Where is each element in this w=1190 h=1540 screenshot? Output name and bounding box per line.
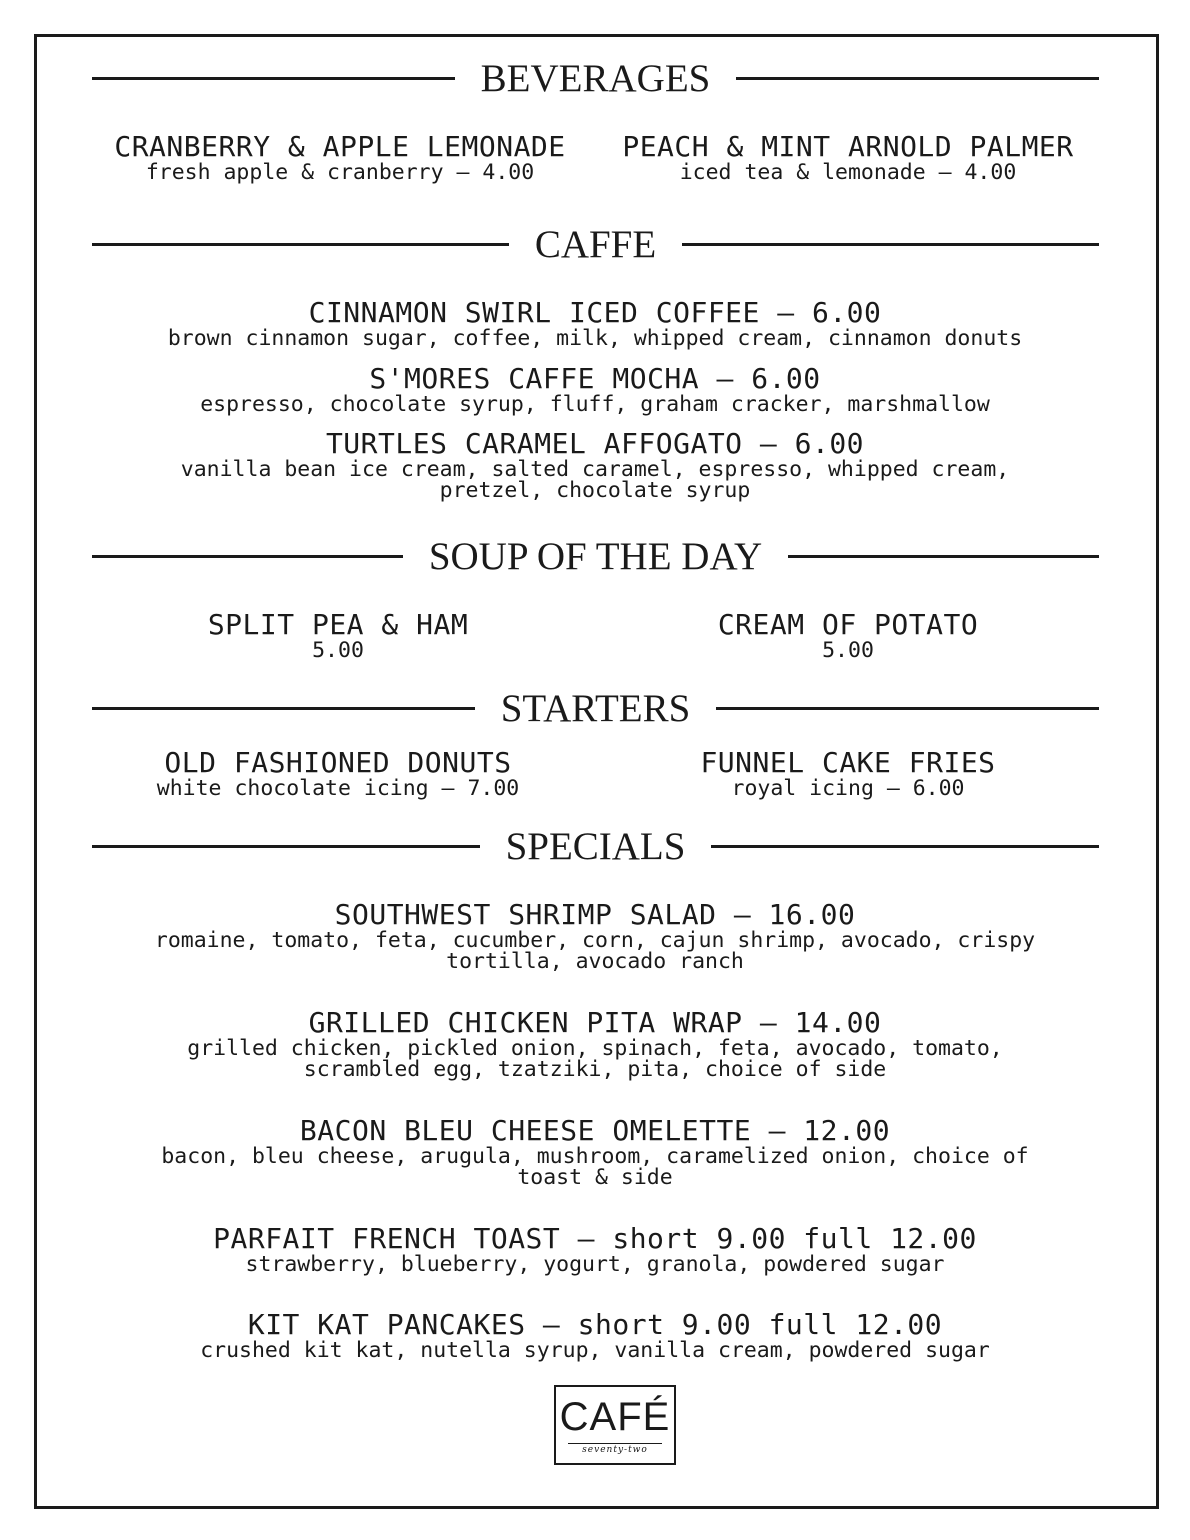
item-description: 5.00	[822, 638, 874, 663]
item-name: GRILLED CHICKEN PITA WRAP – 14.00	[308, 1006, 882, 1039]
menu-item	[80, 132, 600, 183]
item-description: toast & side	[517, 1165, 673, 1190]
divider-line	[92, 77, 455, 80]
divider-line	[711, 845, 1099, 848]
divider-line	[682, 243, 1099, 246]
item-description: royal icing – 6.00	[731, 776, 965, 801]
menu-item	[648, 610, 1048, 661]
menu-item	[118, 748, 558, 799]
menu-item	[138, 610, 538, 661]
item-name: KIT KAT PANCAKES – short 9.00 full 12.00	[247, 1308, 943, 1341]
item-description: scrambled egg, tzatziki, pita, choice of side	[303, 1057, 887, 1082]
item-name: CREAM OF POTATO	[717, 608, 979, 641]
item-description: romaine, tomato, feta, cucumber, corn, cajun shrimp, avocado, crispy	[154, 928, 1036, 953]
section-header-soup	[92, 532, 1099, 580]
section-title: SPECIALS	[505, 824, 686, 868]
divider-line	[736, 77, 1099, 80]
divider-line	[92, 707, 475, 710]
menu-item	[60, 900, 1130, 972]
menu-item	[60, 1116, 1130, 1188]
logo-title: CAFÉ	[559, 1395, 671, 1439]
menu-item	[60, 298, 1130, 349]
menu-item	[648, 748, 1048, 799]
section-header-specials	[92, 822, 1099, 870]
logo-divider	[568, 1443, 662, 1444]
divider-line	[716, 707, 1099, 710]
divider-line	[788, 555, 1099, 558]
item-description: strawberry, blueberry, yogurt, granola, powdered sugar	[245, 1252, 945, 1277]
divider-line	[92, 845, 480, 848]
item-name: S'MORES CAFFE MOCHA – 6.00	[369, 362, 821, 395]
logo-subtitle: seventy-two	[582, 1445, 648, 1455]
menu-item	[598, 132, 1098, 183]
item-description: grilled chicken, pickled onion, spinach, feta, avocado, tomato,	[187, 1036, 1003, 1061]
section-header-caffe	[92, 220, 1099, 268]
item-description: vanilla bean ice cream, salted caramel, espresso, whipped cream,	[180, 457, 1010, 482]
section-title: STARTERS	[500, 686, 691, 730]
item-description: 5.00	[312, 638, 364, 663]
item-name: SPLIT PEA & HAM	[207, 608, 469, 641]
item-description: iced tea & lemonade – 4.00	[679, 160, 1017, 185]
cafe-logo	[554, 1385, 676, 1465]
item-description: tortilla, avocado ranch	[446, 949, 744, 974]
item-description: fresh apple & cranberry – 4.00	[145, 160, 535, 185]
item-name: FUNNEL CAKE FRIES	[700, 746, 996, 779]
section-header-beverages	[92, 54, 1099, 102]
item-name: CRANBERRY & APPLE LEMONADE	[114, 130, 566, 163]
item-description: espresso, chocolate syrup, fluff, graham cracker, marshmallow	[200, 392, 990, 417]
menu-item	[60, 1008, 1130, 1080]
item-description: crushed kit kat, nutella syrup, vanilla cream, powdered sugar	[200, 1338, 990, 1363]
item-name: CINNAMON SWIRL ICED COFFEE – 6.00	[308, 296, 882, 329]
item-name: SOUTHWEST SHRIMP SALAD – 16.00	[334, 898, 856, 931]
menu-item	[60, 1224, 1130, 1275]
item-name: TURTLES CARAMEL AFFOGATO – 6.00	[325, 427, 865, 460]
item-name: BACON BLEU CHEESE OMELETTE – 12.00	[299, 1114, 891, 1147]
section-header-starters	[92, 684, 1099, 732]
item-description: white chocolate icing – 7.00	[156, 776, 520, 801]
menu-item	[60, 1310, 1130, 1361]
divider-line	[92, 555, 403, 558]
section-title: CAFFE	[534, 222, 657, 266]
item-description: bacon, bleu cheese, arugula, mushroom, caramelized onion, choice of	[161, 1144, 1029, 1169]
divider-line	[92, 243, 509, 246]
item-description: pretzel, chocolate syrup	[439, 478, 751, 503]
section-title: SOUP OF THE DAY	[428, 534, 763, 578]
item-name: PARFAIT FRENCH TOAST – short 9.00 full 12.00	[213, 1222, 977, 1255]
item-name: PEACH & MINT ARNOLD PALMER	[622, 130, 1074, 163]
section-title: BEVERAGES	[480, 56, 711, 100]
menu-item	[60, 429, 1130, 501]
item-description: brown cinnamon sugar, coffee, milk, whipped cream, cinnamon donuts	[167, 326, 1023, 351]
item-name: OLD FASHIONED DONUTS	[164, 746, 512, 779]
menu-item	[60, 364, 1130, 415]
